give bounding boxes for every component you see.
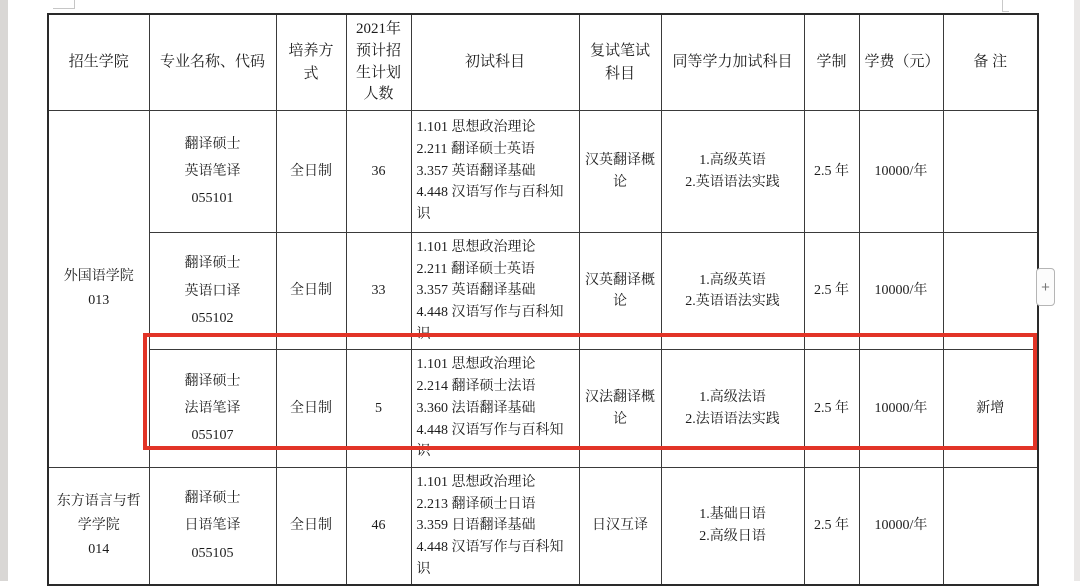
initial-subjects-cell: [411, 233, 579, 350]
plan-header-line: 2021年: [355, 21, 401, 37]
mode-cell: 全日制: [276, 350, 346, 467]
mode-cell: 全日制: [276, 467, 346, 585]
college-name: 东方语言与哲学学院: [56, 494, 141, 534]
plus-icon: +: [1041, 278, 1050, 296]
column-header-tuition: 学费（元）: [859, 14, 943, 111]
major-line: 翻译硕士: [184, 256, 241, 272]
major-line: 法语笔译: [184, 401, 241, 416]
major-line: 翻译硕士: [184, 136, 241, 152]
major-line: 日语笔译: [184, 518, 241, 534]
college-code: 013: [88, 292, 110, 308]
subject-line: 3.360 法语翻译基础: [416, 400, 536, 416]
planned-cell: 5: [346, 350, 411, 467]
major-line: 翻译硕士: [184, 373, 241, 389]
tuition-cell: 10000/年: [859, 233, 943, 350]
duration-cell: 2.5 年: [804, 467, 859, 585]
plan-header-line: 人数: [363, 86, 394, 103]
planned-cell: 46: [346, 467, 411, 585]
equivalency-line: 1.高级英语: [699, 272, 766, 288]
major-line: 翻译硕士: [184, 491, 241, 507]
subject-line: 4.448 汉语写作与百科知识: [416, 305, 564, 342]
table-row-highlighted: [48, 350, 1038, 467]
major-line: 英语笔译: [184, 163, 241, 179]
mode-cell: 全日制: [276, 111, 346, 233]
equivalency-line: 1.基础日语: [699, 507, 766, 523]
equivalency-cell: [661, 233, 804, 350]
column-header-retest: 复试笔试科目: [579, 14, 661, 111]
retest-cell: 汉英翻译概论: [579, 233, 661, 350]
planned-cell: 36: [346, 111, 411, 233]
subject-line: 2.211 翻译硕士英语: [416, 261, 535, 277]
plan-header-line: 预计招: [355, 42, 401, 59]
subject-line: 1.101 思想政治理论: [416, 120, 536, 136]
page-corner-mark-right: [1002, 0, 1009, 12]
column-header-major: 专业名称、代码: [149, 14, 276, 111]
duration-cell: 2.5 年: [804, 350, 859, 467]
subject-line: 3.359 日语翻译基础: [416, 518, 536, 534]
college-code: 014: [88, 541, 110, 557]
subject-line: 1.101 思想政治理论: [416, 357, 536, 373]
remark-cell: [943, 467, 1038, 585]
tuition-cell: 10000/年: [859, 111, 943, 233]
equivalency-cell: [661, 467, 804, 585]
major-code: 055107: [191, 428, 234, 444]
initial-subjects-cell: [411, 467, 579, 585]
page-edge-right: [1074, 0, 1080, 581]
plan-header-line: 生计划: [355, 64, 401, 81]
column-header-college: 招生学院: [48, 14, 149, 111]
initial-subjects-cell: [411, 111, 579, 233]
tuition-cell: 10000/年: [859, 467, 943, 585]
table-row: [48, 111, 1038, 233]
major-cell: [149, 111, 276, 233]
duration-cell: 2.5 年: [804, 111, 859, 233]
equivalency-line: 2.高级日语: [699, 529, 766, 545]
subject-line: 2.211 翻译硕士英语: [416, 141, 535, 157]
column-header-plan: [346, 14, 411, 111]
equivalency-line: 1.高级英语: [699, 152, 766, 168]
tuition-cell: 10000/年: [859, 350, 943, 467]
equivalency-cell: [661, 111, 804, 233]
major-code: 055105: [191, 545, 234, 561]
column-header-initial-exam: 初试科目: [411, 14, 579, 111]
major-code: 055102: [191, 310, 234, 326]
college-cell: [48, 467, 149, 585]
initial-subjects-cell: [411, 350, 579, 467]
admissions-table: [47, 13, 1039, 586]
table-row: [48, 233, 1038, 350]
subject-line: 2.213 翻译硕士日语: [416, 496, 536, 512]
major-code: 055101: [191, 191, 234, 207]
header-row: [48, 14, 1038, 111]
page-edge-left: [0, 0, 8, 581]
equivalency-line: 2.法语语法实践: [685, 411, 780, 427]
retest-cell: 汉法翻译概论: [579, 350, 661, 467]
retest-cell: 汉英翻译概论: [579, 111, 661, 233]
major-line: 英语口译: [184, 283, 241, 299]
table-row: [48, 467, 1038, 585]
equivalency-line: 2.英语语法实践: [685, 174, 780, 190]
major-cell: [149, 350, 276, 467]
remark-cell: 新增: [943, 350, 1038, 467]
mode-cell: 全日制: [276, 233, 346, 350]
column-header-duration: 学制: [804, 14, 859, 111]
college-cell: [48, 111, 149, 468]
major-cell: [149, 233, 276, 350]
subject-line: 1.101 思想政治理论: [416, 240, 536, 255]
subject-line: 1.101 思想政治理论: [416, 474, 536, 490]
planned-cell: 33: [346, 233, 411, 350]
remark-cell: [943, 233, 1038, 350]
major-cell: [149, 467, 276, 585]
equivalency-cell: [661, 350, 804, 467]
equivalency-line: 2.英语语法实践: [685, 294, 780, 310]
subject-line: 3.357 英语翻译基础: [416, 283, 536, 299]
remark-cell: [943, 111, 1038, 233]
duration-cell: 2.5 年: [804, 233, 859, 350]
column-header-remark: 备 注: [943, 14, 1038, 111]
retest-cell: 日汉互译: [579, 467, 661, 585]
subject-line: 4.448 汉语写作与百科知识: [416, 422, 564, 460]
college-name: 外国语学院: [63, 269, 134, 285]
equivalency-line: 1.高级法语: [699, 389, 766, 405]
column-header-equivalency: 同等学力加试科目: [661, 14, 804, 111]
page-corner-mark-left: [53, 0, 75, 9]
subject-line: 4.448 汉语写作与百科知识: [416, 185, 564, 223]
subject-line: 2.214 翻译硕士法语: [416, 379, 536, 395]
subject-line: 4.448 汉语写作与百科知识: [416, 539, 564, 577]
plus-button[interactable]: [1036, 268, 1055, 306]
subject-line: 3.357 英语翻译基础: [416, 163, 536, 179]
column-header-mode: 培养方式: [276, 14, 346, 111]
